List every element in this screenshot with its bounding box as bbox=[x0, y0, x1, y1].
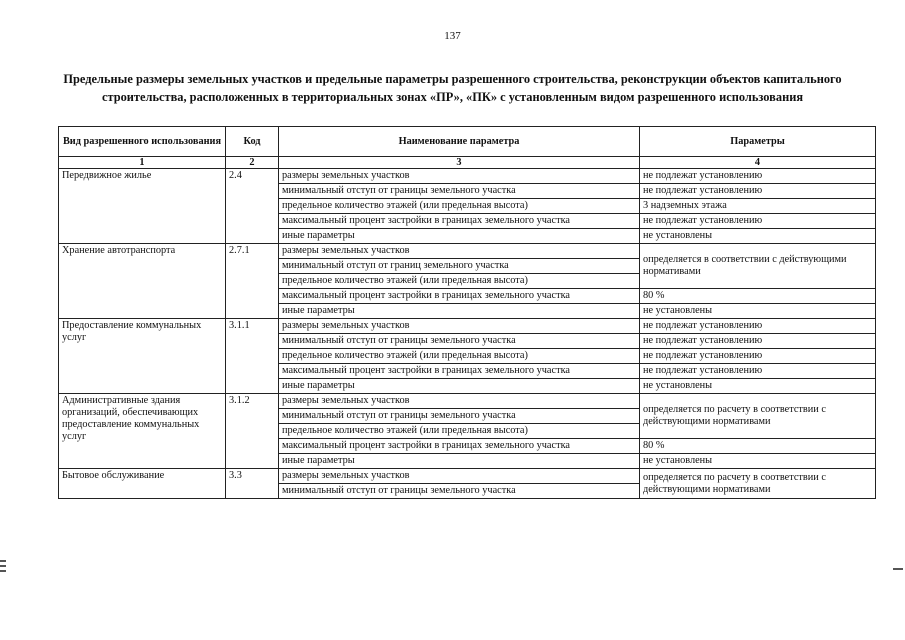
merged-value-cell: определяется по расчету в соответствии с действующими нормативами bbox=[640, 394, 876, 439]
value-cell: не подлежат установлению bbox=[640, 184, 876, 199]
value-cell: не установлены bbox=[640, 454, 876, 469]
column-number: 2 bbox=[226, 157, 279, 169]
use-cell: Хранение автотранспорта bbox=[59, 244, 226, 319]
value-cell: не подлежат установлению bbox=[640, 214, 876, 229]
scan-edge-marks bbox=[0, 560, 6, 582]
value-cell: 80 % bbox=[640, 289, 876, 304]
use-cell: Бытовое обслуживание bbox=[59, 469, 226, 499]
param-cell: размеры земельных участков bbox=[279, 394, 640, 409]
value-cell: не подлежат установлению bbox=[640, 169, 876, 184]
table-row bbox=[59, 244, 876, 259]
column-number: 3 bbox=[279, 157, 640, 169]
param-cell: размеры земельных участков bbox=[279, 469, 640, 484]
code-cell: 2.4 bbox=[226, 169, 279, 244]
param-cell: максимальный процент застройки в границах земельного участка bbox=[279, 439, 640, 454]
table-row bbox=[59, 394, 876, 409]
table-row bbox=[59, 319, 876, 334]
value-cell: не подлежат установлению bbox=[640, 319, 876, 334]
value-cell: не установлены bbox=[640, 379, 876, 394]
scan-edge-mark-right bbox=[893, 568, 903, 570]
param-cell: предельное количество этажей (или предельная высота) bbox=[279, 199, 640, 214]
param-cell: предельное количество этажей (или предельная высота) bbox=[279, 349, 640, 364]
parameters-table bbox=[58, 126, 876, 499]
column-number: 4 bbox=[640, 157, 876, 169]
merged-value-cell: определяется по расчету в соответствии с действующими нормативами bbox=[640, 469, 876, 499]
param-cell: размеры земельных участков bbox=[279, 319, 640, 334]
param-cell: иные параметры bbox=[279, 379, 640, 394]
value-cell: не подлежат установлению bbox=[640, 334, 876, 349]
value-cell: 80 % bbox=[640, 439, 876, 454]
header-code: Код bbox=[226, 127, 279, 157]
page-number: 137 bbox=[444, 30, 461, 42]
table-row bbox=[59, 169, 876, 184]
param-cell: иные параметры bbox=[279, 229, 640, 244]
document-title: Предельные размеры земельных участков и предельные параметры разрешенного строительства, реконструкции объектов капитального строительства, расположенных в территориальных зонах «ПР», «ПК» с установленным видом разрешенного использования bbox=[63, 72, 842, 104]
column-number: 1 bbox=[59, 157, 226, 169]
use-cell: Предоставление коммунальных услуг bbox=[59, 319, 226, 394]
param-cell: минимальный отступ от границы земельного участка bbox=[279, 409, 640, 424]
value-cell: не подлежат установлению bbox=[640, 349, 876, 364]
use-cell: Административные здания организаций, обеспечивающих предоставление коммунальных услуг bbox=[59, 394, 226, 469]
value-cell: не установлены bbox=[640, 229, 876, 244]
param-cell: минимальный отступ от границы земельного участка bbox=[279, 334, 640, 349]
param-cell: иные параметры bbox=[279, 454, 640, 469]
table-row bbox=[59, 469, 876, 484]
value-cell: не подлежат установлению bbox=[640, 364, 876, 379]
param-cell: максимальный процент застройки в границах земельного участка bbox=[279, 364, 640, 379]
use-cell: Передвижное жилье bbox=[59, 169, 226, 244]
param-cell: максимальный процент застройки в границах земельного участка bbox=[279, 289, 640, 304]
column-number-row bbox=[59, 157, 876, 169]
code-cell: 2.7.1 bbox=[226, 244, 279, 319]
header-param-name: Наименование параметра bbox=[279, 127, 640, 157]
code-cell: 3.1.2 bbox=[226, 394, 279, 469]
code-cell: 3.1.1 bbox=[226, 319, 279, 394]
header-use: Вид разрешенного использования bbox=[59, 127, 226, 157]
value-cell: 3 надземных этажа bbox=[640, 199, 876, 214]
param-cell: предельное количество этажей (или предельная высота) bbox=[279, 274, 640, 289]
param-cell: минимальный отступ от границы земельного участка bbox=[279, 184, 640, 199]
param-cell: максимальный процент застройки в границах земельного участка bbox=[279, 214, 640, 229]
param-cell: минимальный отступ от границ земельного участка bbox=[279, 259, 640, 274]
param-cell: предельное количество этажей (или предельная высота) bbox=[279, 424, 640, 439]
table-header-row bbox=[59, 127, 876, 157]
value-cell: не установлены bbox=[640, 304, 876, 319]
merged-value-cell: определяется в соответствии с действующими нормативами bbox=[640, 244, 876, 289]
code-cell: 3.3 bbox=[226, 469, 279, 499]
param-cell: размеры земельных участков bbox=[279, 169, 640, 184]
param-cell: иные параметры bbox=[279, 304, 640, 319]
param-cell: минимальный отступ от границы земельного участка bbox=[279, 484, 640, 499]
header-params: Параметры bbox=[640, 127, 876, 157]
param-cell: размеры земельных участков bbox=[279, 244, 640, 259]
